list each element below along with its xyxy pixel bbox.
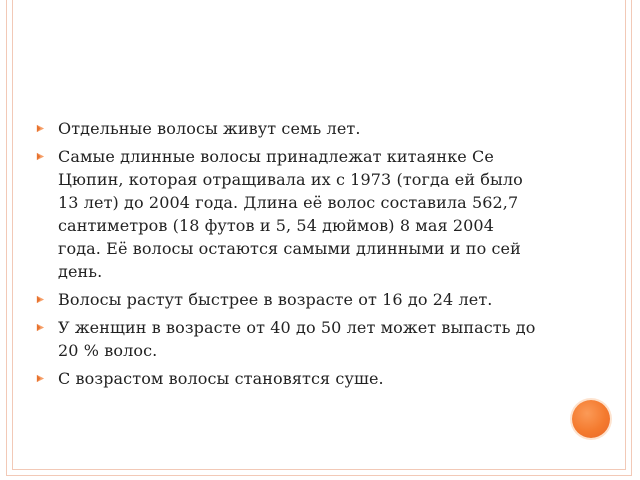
- orange-bullet-icon: [36, 323, 45, 332]
- bullet-text: У женщин в возрасте от 40 до 50 лет может выпасть до 20 % волос.: [58, 318, 536, 360]
- orange-circle-decoration: [572, 400, 610, 438]
- slide-content: [36, 117, 536, 395]
- bullet-item: [36, 117, 536, 140]
- bullet-item: [36, 288, 536, 311]
- bullet-text: С возрастом волосы становятся суше.: [58, 369, 384, 388]
- orange-bullet-icon: [36, 374, 45, 383]
- bullet-item: [36, 367, 536, 390]
- orange-bullet-icon: [36, 124, 45, 133]
- bullet-text: Волосы растут быстрее в возрасте от 16 до 24 лет.: [58, 290, 493, 309]
- orange-bullet-icon: [36, 152, 45, 161]
- bullet-item: [36, 316, 536, 362]
- bullet-text: Самые длинные волосы принадлежат китаянке Се Цюпин, которая отращивала их с 1973 (тогда ей было 13 лет) до 2004 года. Длина её волос составила 562,7 сантиметров (18 футов и 5, 54 дюймов) 8 мая 2004 года. Её волосы остаются самыми длинными и по сей день.: [58, 147, 523, 281]
- orange-bullet-icon: [36, 295, 45, 304]
- bullet-list: [36, 117, 536, 390]
- bullet-text: Отдельные волосы живут семь лет.: [58, 119, 361, 138]
- bullet-item: [36, 145, 536, 283]
